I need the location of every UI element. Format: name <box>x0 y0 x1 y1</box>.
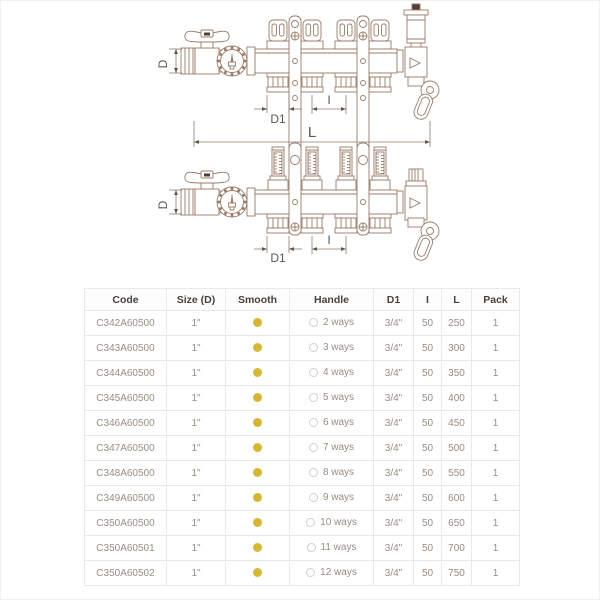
cell-code: C349A60500 <box>85 486 167 511</box>
cell-i: 50 <box>414 561 442 586</box>
cell-code: C344A60500 <box>85 361 167 386</box>
cell-l: 450 <box>442 411 472 436</box>
smooth-indicator-dot <box>253 343 262 352</box>
cell-d1: 3/4" <box>374 361 414 386</box>
cell-d1: 3/4" <box>374 436 414 461</box>
valve-cap <box>335 20 357 49</box>
handle-radio-button[interactable] <box>306 518 315 527</box>
drain-valve-lever <box>408 218 439 262</box>
cell-smooth <box>226 411 290 436</box>
cell-code: C345A60500 <box>85 386 167 411</box>
table-header-row <box>85 289 520 311</box>
cell-i: 50 <box>414 411 442 436</box>
cell-i: 50 <box>414 511 442 536</box>
handle-radio-button[interactable] <box>309 418 318 427</box>
handle-radio-button[interactable] <box>309 493 318 502</box>
cell-d1: 3/4" <box>374 561 414 586</box>
cell-code: C343A60500 <box>85 336 167 361</box>
cell-handle <box>290 386 374 411</box>
cell-l: 400 <box>442 386 472 411</box>
cell-l: 600 <box>442 486 472 511</box>
cell-i: 50 <box>414 536 442 561</box>
cell-size: 1" <box>167 436 226 461</box>
handle-ways-label: 12 ways <box>320 567 357 579</box>
manifold-body <box>247 188 403 216</box>
cell-pack: 1 <box>472 411 520 436</box>
cell-size: 1" <box>167 361 226 386</box>
column-header-d1: D1 <box>374 289 414 311</box>
cell-code: C346A60500 <box>85 411 167 436</box>
dimension-label: D <box>156 200 170 210</box>
cell-l: 250 <box>442 311 472 336</box>
cell-d1: 3/4" <box>374 461 414 486</box>
cell-handle <box>290 336 374 361</box>
flow-meter <box>302 147 322 190</box>
dimension-label: D1 <box>270 112 286 126</box>
smooth-indicator-dot <box>253 393 262 402</box>
handle-radio-button[interactable] <box>309 468 318 477</box>
handle-ways-label: 11 ways <box>320 542 357 554</box>
column-header-code: Code <box>85 289 167 311</box>
cell-pack: 1 <box>472 361 520 386</box>
handle-ways-label: 2 ways <box>322 317 355 329</box>
outlet-port <box>267 73 289 92</box>
dimension-label: D1 <box>270 251 286 265</box>
mounting-bracket <box>289 16 301 153</box>
flow-meter <box>268 147 288 190</box>
cell-pack: 1 <box>472 461 520 486</box>
cell-size: 1" <box>167 311 226 336</box>
mounting-bracket <box>289 143 301 235</box>
handle-ways-label: 6 ways <box>322 417 355 429</box>
outlet-port <box>267 214 289 233</box>
cell-d1: 3/4" <box>374 311 414 336</box>
outlet-port <box>301 73 323 92</box>
smooth-indicator-dot <box>253 568 262 577</box>
column-header-smooth: Smooth <box>226 289 290 311</box>
smooth-indicator-dot <box>253 443 262 452</box>
table-row <box>85 411 520 436</box>
cell-i: 50 <box>414 311 442 336</box>
cell-code: C350A60500 <box>85 511 167 536</box>
table-row <box>85 336 520 361</box>
end-cap-valve <box>405 169 427 220</box>
handle-ways-label: 3 ways <box>322 342 355 354</box>
handle-radio-button[interactable] <box>306 568 315 577</box>
smooth-indicator-dot <box>253 468 262 477</box>
cell-smooth <box>226 486 290 511</box>
cell-smooth <box>226 461 290 486</box>
flow-meter <box>370 147 390 190</box>
outlet-port <box>335 73 357 92</box>
cell-size: 1" <box>167 386 226 411</box>
table-row <box>85 511 520 536</box>
handle-radio-button[interactable] <box>307 543 316 552</box>
cell-pack: 1 <box>472 336 520 361</box>
cell-smooth <box>226 361 290 386</box>
handle-radio-button[interactable] <box>309 318 318 327</box>
cell-pack: 1 <box>472 561 520 586</box>
flow-gauge <box>217 46 247 76</box>
table-row <box>85 561 520 586</box>
cell-handle <box>290 311 374 336</box>
cell-handle <box>290 486 374 511</box>
smooth-indicator-dot <box>253 368 262 377</box>
cell-smooth <box>226 511 290 536</box>
cell-code: C350A60502 <box>85 561 167 586</box>
cell-l: 650 <box>442 511 472 536</box>
handle-ways-label: 4 ways <box>322 367 355 379</box>
cell-size: 1" <box>167 411 226 436</box>
cell-code: C342A60500 <box>85 311 167 336</box>
cell-handle <box>290 561 374 586</box>
valve-cap <box>267 20 289 49</box>
dimension-label: I <box>327 233 331 247</box>
column-header-i: I <box>414 289 442 311</box>
manifold-view-flow-meters <box>156 143 439 265</box>
cell-smooth <box>226 436 290 461</box>
cell-i: 50 <box>414 436 442 461</box>
table-row <box>85 486 520 511</box>
table-row <box>85 461 520 486</box>
smooth-indicator-dot <box>253 493 262 502</box>
dimension-label: L <box>307 124 317 141</box>
column-header-pack: Pack <box>472 289 520 311</box>
handle-radio-button[interactable] <box>309 393 318 402</box>
cell-smooth <box>226 336 290 361</box>
smooth-indicator-dot <box>253 418 262 427</box>
cell-pack: 1 <box>472 436 520 461</box>
cell-i: 50 <box>414 461 442 486</box>
table-row <box>85 536 520 561</box>
cell-smooth <box>226 561 290 586</box>
handle-radio-button[interactable] <box>309 443 318 452</box>
column-header-l: L <box>442 289 472 311</box>
product-spec-table <box>84 288 520 586</box>
cell-handle <box>290 461 374 486</box>
cell-pack: 1 <box>472 386 520 411</box>
cell-l: 550 <box>442 461 472 486</box>
cell-d1: 3/4" <box>374 486 414 511</box>
cell-l: 300 <box>442 336 472 361</box>
cell-handle <box>290 411 374 436</box>
spec-table-container <box>84 288 520 586</box>
cell-i: 50 <box>414 336 442 361</box>
cell-handle <box>290 436 374 461</box>
column-header-handle: Handle <box>290 289 374 311</box>
handle-ways-label: 10 ways <box>320 517 357 529</box>
cell-d1: 3/4" <box>374 386 414 411</box>
cell-l: 350 <box>442 361 472 386</box>
handle-ways-label: 8 ways <box>322 467 355 479</box>
cell-size: 1" <box>167 461 226 486</box>
handle-ways-label: 7 ways <box>322 442 355 454</box>
cell-pack: 1 <box>472 311 520 336</box>
valve-cap <box>369 20 391 49</box>
cell-smooth <box>226 311 290 336</box>
smooth-indicator-dot <box>253 518 262 527</box>
table-row <box>85 311 520 336</box>
cell-l: 500 <box>442 436 472 461</box>
cell-l: 700 <box>442 536 472 561</box>
cell-pack: 1 <box>472 486 520 511</box>
handle-ways-label: 9 ways <box>322 492 355 504</box>
outlet-port <box>335 214 357 233</box>
cell-d1: 3/4" <box>374 511 414 536</box>
table-row <box>85 361 520 386</box>
outlet-port <box>369 214 391 233</box>
cell-size: 1" <box>167 536 226 561</box>
drain-valve-lever <box>408 77 439 121</box>
cell-i: 50 <box>414 386 442 411</box>
cell-size: 1" <box>167 561 226 586</box>
cell-code: C348A60500 <box>85 461 167 486</box>
smooth-indicator-dot <box>253 543 262 552</box>
cell-code: C350A60501 <box>85 536 167 561</box>
manifold-technical-drawing <box>1 1 600 287</box>
cell-l: 750 <box>442 561 472 586</box>
handle-radio-button[interactable] <box>309 368 318 377</box>
cell-code: C347A60500 <box>85 436 167 461</box>
cell-d1: 3/4" <box>374 536 414 561</box>
cell-handle <box>290 361 374 386</box>
table-row <box>85 436 520 461</box>
cell-size: 1" <box>167 486 226 511</box>
outlet-port <box>369 73 391 92</box>
smooth-indicator-dot <box>253 318 262 327</box>
air-vent <box>404 4 428 77</box>
mounting-bracket <box>357 143 369 235</box>
manifold-view-valve-caps <box>156 4 439 153</box>
cell-pack: 1 <box>472 511 520 536</box>
cell-size: 1" <box>167 511 226 536</box>
table-row <box>85 386 520 411</box>
mounting-bracket <box>357 16 369 153</box>
cell-smooth <box>226 536 290 561</box>
cell-handle <box>290 536 374 561</box>
cell-d1: 3/4" <box>374 411 414 436</box>
handle-radio-button[interactable] <box>309 343 318 352</box>
cell-d1: 3/4" <box>374 336 414 361</box>
cell-size: 1" <box>167 336 226 361</box>
cell-handle <box>290 511 374 536</box>
cell-pack: 1 <box>472 536 520 561</box>
manifold-body <box>247 47 403 75</box>
cell-smooth <box>226 386 290 411</box>
cell-i: 50 <box>414 361 442 386</box>
handle-ways-label: 5 ways <box>322 392 355 404</box>
valve-cap <box>301 20 323 49</box>
column-header-size: Size (D) <box>167 289 226 311</box>
dimension-label: D <box>156 59 170 69</box>
flow-meter <box>336 147 356 190</box>
dimension-label: I <box>327 93 331 107</box>
cell-i: 50 <box>414 486 442 511</box>
outlet-port <box>301 214 323 233</box>
flow-gauge <box>217 187 247 217</box>
